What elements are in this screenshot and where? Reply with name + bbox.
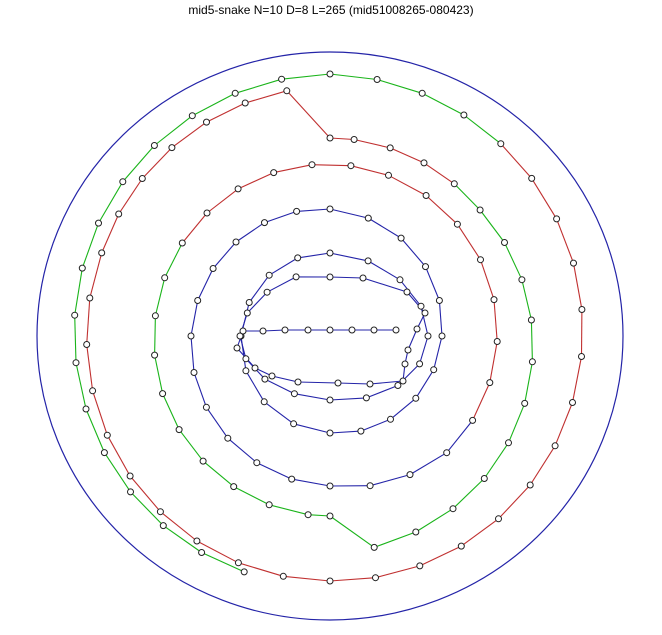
chart-title: mid5-snake N=10 D=8 L=265 (mid51008265-080423) <box>188 3 474 17</box>
